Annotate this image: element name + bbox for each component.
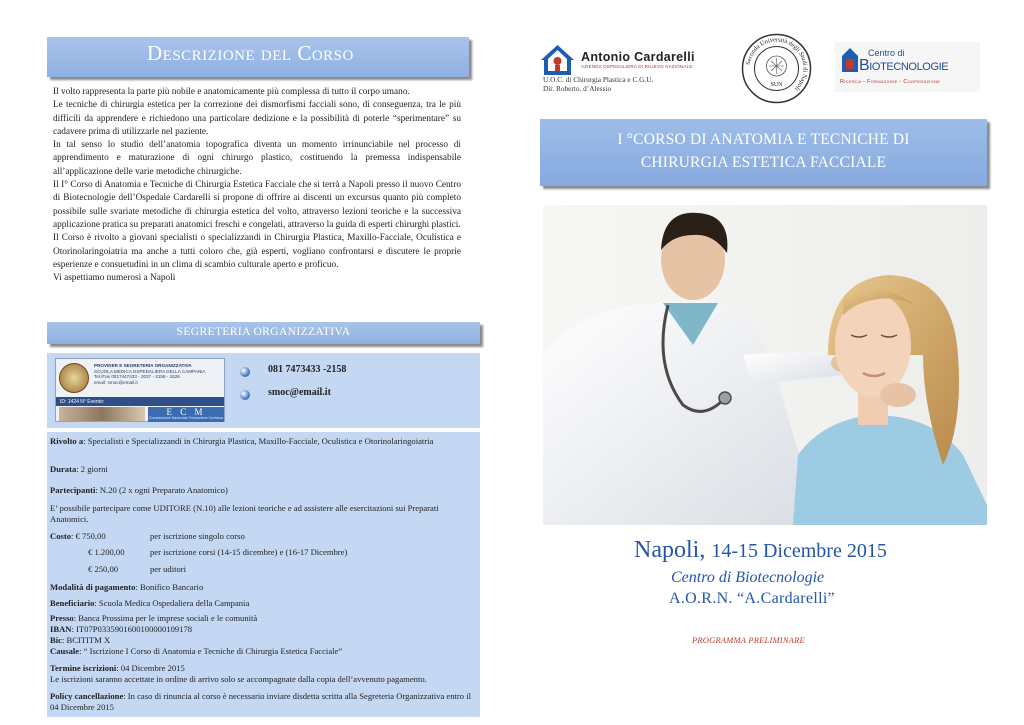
provider-card xyxy=(55,358,225,422)
program-label: PROGRAMMA PRELIMINARE xyxy=(692,635,805,645)
detail-uditore: E’ possibile partecipare come UDITORE (N.10) alle lezioni teoriche e ad assistere alle esercitazioni sui Preparati Anatomici. xyxy=(50,503,439,525)
description-paragraph: Il Corso è rivolto a giovani specialisti o specializzandi in Chirurgia Plastica, Maxillo-Facciale, Oculistica e Otorinolaringoiatria ma anche a tutti coloro che, già esperti, vogliano confrontarsi e discutere le proprie esperienze e consuetudini in un clima di scambio culturale aperto e proficuo. xyxy=(53,233,461,270)
description-paragraph: Vi aspettiamo numerosi a Napoli xyxy=(53,273,176,284)
description-body xyxy=(53,86,461,285)
description-header: Descrizione del Corso xyxy=(47,37,469,77)
seal-abbr: SUN xyxy=(770,82,783,88)
university-seal-icon xyxy=(741,33,812,104)
detail-value: : N.20 (2 x ogni Preparato Anatomico) xyxy=(95,485,228,495)
detail-pagamento xyxy=(50,582,475,593)
detail-label: Partecipanti xyxy=(50,485,96,495)
detail-value: € 1.200,00 xyxy=(88,547,125,557)
detail-value: : Banca Prossima per le imprese sociali e le comunità xyxy=(73,613,258,623)
detail-label: Beneficiario xyxy=(50,598,95,608)
cardarelli-subtitle: AZIENDA OSPEDALIERA DI RILIEVO NAZIONALE xyxy=(581,64,693,69)
detail-durata xyxy=(50,464,475,475)
event-city: Napoli, xyxy=(634,537,706,563)
detail-value: : 2 giorni xyxy=(76,464,108,474)
detail-value: : “ Iscrizione I Corso di Anatomia e Tecniche di Chirurgia Estetica Facciale” xyxy=(79,646,343,656)
detail-label: Bic xyxy=(50,635,62,645)
detail-value: : Specialisti e Specializzandi in Chirurgia Plastica, Maxillo-Facciale, Oculistica e Otorinolaringoiatria xyxy=(83,436,434,446)
detail-presso xyxy=(50,613,475,624)
course-title-line: I °CORSO DI ANATOMIA E TECNICHE DI xyxy=(617,131,910,148)
event-date xyxy=(634,537,887,564)
detail-label: Rivolto a xyxy=(50,436,84,446)
detail-value: per iscrizione singolo corso xyxy=(150,531,245,541)
director-line: Dir. Roberto. d’Alessio xyxy=(543,84,612,93)
detail-costo xyxy=(50,531,475,542)
detail-iban xyxy=(50,624,475,635)
description-paragraph: Il volto rappresenta la parte più nobile e anatomicamente più complessa di tutto il corpo umano. xyxy=(53,87,410,97)
course-title-box xyxy=(540,119,987,186)
biotec-small-title: Centro di xyxy=(868,48,905,58)
detail-value: : BCITITM X xyxy=(61,635,111,645)
detail-causale xyxy=(50,646,475,657)
description-paragraph: Il I° Corso di Anatomia e Tecniche di Chirurgia Estetica Facciale che si terrà a Napoli presso il nuovo Centro di Biotecnologie dell’Ospedale Cardarelli si propone di offrire ai discenti un excursus quanto più completo possibile sulle svariate metodiche di chirurgia estetica del volto, attraverso lezioni teoriche e la successiva applicazione pratica su preparati anatomici freschi e congelati, attraverso la guida di esperti chirurghi plastici. xyxy=(53,180,461,230)
detail-partecipanti xyxy=(50,485,475,496)
detail-value: per iscrizione corsi (14-15 dicembre) e (16-17 Dicembre) xyxy=(150,547,348,557)
phone-icon xyxy=(240,367,250,377)
detail-value: : Bonifico Bancario xyxy=(135,582,204,592)
detail-value: : Scuola Medica Ospedaliera della Campania xyxy=(94,598,250,608)
detail-value: : 04 Dicembre 2015 xyxy=(116,663,185,673)
provider-seal-icon xyxy=(59,363,89,393)
cardarelli-name: Antonio Cardarelli xyxy=(581,50,695,64)
detail-value: € 250,00 xyxy=(88,564,119,574)
provider-photo-strip xyxy=(59,407,145,421)
detail-label: Presso xyxy=(50,613,74,623)
detail-label: Causale xyxy=(50,646,80,656)
provider-line: PROVIDER E SEGRETERIA ORGANIZZATIVA xyxy=(94,363,192,368)
course-title-line: CHIRURGIA ESTETICA FACCIALE xyxy=(640,154,887,171)
detail-value: per uditori xyxy=(150,564,187,574)
cardarelli-logo xyxy=(540,42,740,97)
detail-termine-note: Le iscrizioni saranno accettate in ordine di arrivo solo se accompagnate dalla copia dell’avvenuto pagamento. xyxy=(50,674,427,684)
email-icon xyxy=(240,390,250,400)
detail-beneficiario xyxy=(50,598,475,609)
provider-id-bar: ID: 1424 N° Evento: xyxy=(56,397,224,406)
course-details xyxy=(47,432,480,717)
detail-label: Durata xyxy=(50,464,77,474)
doctor-patient-photo xyxy=(543,205,987,525)
provider-line: email: smoc@email.it xyxy=(94,379,138,385)
detail-value: : € 750,00 xyxy=(71,531,106,541)
ecm-logo: E C M xyxy=(148,407,224,422)
provider-card-text xyxy=(94,363,222,385)
uoc-line: U.O.C. di Chirurgia Plastica e C.G.U. xyxy=(543,75,654,84)
detail-value: : IT07P0335901600100000109178 xyxy=(71,624,193,634)
description-paragraph: Le tecniche di chirurgia estetica per la correzione dei dismorfismi facciali sono, di conseguenza, tra le più difficili da apprendere e richiedono una particolare dedizione e la possibilità di poterle “sperimentare” su cadavere prima di utilizzarle nel paziente. xyxy=(53,100,461,137)
biotec-title: Biotecnologie xyxy=(859,57,949,74)
detail-label: Termine iscrizioni xyxy=(50,663,117,673)
seal-text: Seconda Università degli Studi di Napoli xyxy=(744,36,809,93)
detail-termine xyxy=(50,663,475,674)
contact-box xyxy=(47,353,480,428)
biotec-subtitle: Ricerca - Formazione - Cooperazione xyxy=(840,79,941,85)
event-dates: 14-15 Dicembre 2015 xyxy=(711,540,887,562)
email-address[interactable]: smoc@email.it xyxy=(268,387,331,398)
provider-line: SCUOLA MEDICA OSPEDALIERA DELLA CAMPANIA xyxy=(94,368,206,374)
photo-illustration xyxy=(543,205,987,525)
ecm-subtitle: Commissione Nazionale Formazione Continua xyxy=(148,416,224,420)
event-venue: Centro di Biotecnologie xyxy=(671,569,825,586)
detail-policy xyxy=(50,691,475,714)
phone-number[interactable]: 081 7473433 -2158 xyxy=(268,364,347,375)
biotec-house-icon xyxy=(841,47,859,73)
event-hospital: A.O.R.N. “A.Cardarelli” xyxy=(669,590,835,607)
segreteria-header: SEGRETERIA ORGANIZZATIVA xyxy=(47,322,480,344)
biotecnologie-logo xyxy=(835,42,980,92)
detail-bic xyxy=(50,635,475,646)
cardarelli-house-icon xyxy=(540,44,575,76)
description-paragraph: In tal senso lo studio dell’anatomia topografica diventa un momento irrinunciabile nel processo di apprendimento e maturazione di ogni chirurgo plastico, costituendo la premessa indispensabile all’applicazione delle varie metodiche chirurgiche. xyxy=(53,140,461,177)
detail-label: Modalità di pagamento xyxy=(50,582,136,592)
uoc-info xyxy=(543,75,653,93)
detail-rivolto xyxy=(50,436,475,447)
detail-value: : In caso di rinuncia al corso è necessario inviare disdetta scritta alla Segreteria Organizzativa entro il 04 Dicembre 2015 xyxy=(50,691,472,713)
detail-label: IBAN xyxy=(50,624,72,634)
detail-label: Costo xyxy=(50,531,72,541)
provider-line: Tel./Fax 0817447433 - 2037 - 2158 - 1526 xyxy=(94,374,180,380)
detail-label: Policy cancellazione xyxy=(50,691,124,701)
